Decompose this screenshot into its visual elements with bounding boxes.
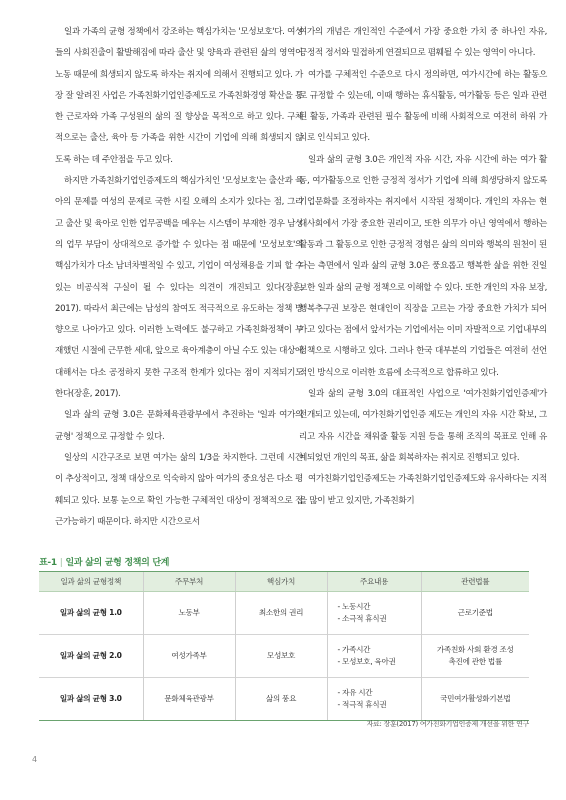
paragraph: 여가의 개념은 개인적인 수준에서 가장 중요한 가치 중 하나인 자유, 긍정적 정서와 밀접하게 연결되므로 폄훼될 수 있는 영역이 아니다. — [299, 27, 547, 59]
column-header: 주요내용 — [327, 572, 421, 592]
value-cell: 최소한의 권리 — [235, 592, 327, 635]
column-header: 일과 삶의 균형정책 — [39, 572, 143, 592]
table-caption — [39, 555, 169, 568]
paragraph: 하지만 가족친화기업인증제도의 핵심가치인 '모성보호'는 출산과 육아의 문제를 여성의 문제로 국한 시킬 오해의 소지가 있다는 점, 그리고 출산 및 육아로 인한 업무공백을 메우는 시스템이 부재한 경우 남성의 업무 부담이 상대적으로 증가할 수 있다는 점 때문에 '모성보호'의 핵심가치가 다소 남녀차별적일 수 있고, 기업이 여성채용을 기피 할 수 있는 비공식적 구실이 될 수 있다는 의견이 개진되고 있다(장훈, 2017). 따라서 최근에는 남성의 참여도 적극적으로 유도하는 정책 방향으로 나아가고 있다. 이러한 노력에도 불구하고 가족친화정책이 부재했던 시절에 근무한 세대, 앞으로 육아계층이 아닐 수도 있는 대상에 대해서는 다소 공정하지 못한 구조적 한계가 있다는 점이 지적되기도 한다(장훈, 2017). — [55, 176, 303, 400]
content-cell: - 가족시간 - 모성보호, 육아권 — [327, 635, 421, 678]
policy-stage-table — [39, 571, 529, 721]
ministry-cell: 문화체육관광부 — [143, 678, 235, 721]
law-cell: 국민여가활성화기본법 — [421, 678, 529, 721]
body-left-column — [55, 22, 303, 533]
column-header: 관련법률 — [421, 572, 529, 592]
column-header: 주무부처 — [143, 572, 235, 592]
paragraph: 여가친화기업인증제도는 가족친화기업인증제도와 유사하다는 지적을 많이 받고 있지만, 가족친화기 — [299, 474, 547, 506]
policy-cell: 일과 삶의 균형 2.0 — [39, 635, 143, 678]
paragraph: 일상의 시간구조로 보면 여가는 삶의 1/3을 차지한다. 그런데 시간이 추상적이고, 정책 대상으로 익숙하지 않아 여가의 중요성은 다소 평훼되고 있다. 보통 눈으로 확인 가능한 구체적인 대상이 정책적으로 접근가능하기 때문이다. 하지만 시간으로서 — [55, 452, 303, 527]
policy-cell: 일과 삶의 균형 1.0 — [39, 592, 143, 635]
content-cell: - 자유 시간 - 적극적 휴식권 — [327, 678, 421, 721]
paragraph: 일과 가족의 균형 정책에서 강조하는 핵심가치는 '모성보호'다. 여성들의 사회진출이 활발해짐에 따라 출산 및 양육과 관련된 삶의 영역이 노동 때문에 희생되지 않도록 하자는 취지에 의해서 진행되고 있다. 가장 잘 알려진 사업은 가족친화기업인증제도로 가족친화경영 확산을 통한 근로자와 가족 구성원의 삶의 질 향상을 목적으로 하고 있다. 구체적으로는 출산, 육아 등 가족을 위한 시간이 기업에 의해 희생되지 않도록 하는 데 주안점을 두고 있다. — [55, 27, 303, 165]
column-header: 핵심가치 — [235, 572, 327, 592]
law-cell: 가족친화 사회 환경 조성 촉진에 관한 법률 — [421, 635, 529, 678]
ministry-cell: 여성가족부 — [143, 635, 235, 678]
value-cell: 삶의 풍요 — [235, 678, 327, 721]
table-title: 일과 삶의 균형 정책의 단계 — [65, 558, 170, 568]
content-cell: - 노동시간 - 소극적 휴식권 — [327, 592, 421, 635]
value-cell: 모성보호 — [235, 635, 327, 678]
page-number: 4 — [32, 755, 38, 764]
table-row — [39, 678, 529, 721]
table-header-row — [39, 572, 529, 592]
ministry-cell: 노동부 — [143, 592, 235, 635]
paragraph: 일과 삶의 균형 3.0의 대표적인 사업으로 '여가친화기업인증제'가 전개되고 있는데, 여가친화기업인증 제도는 개인의 자유 시간 확보, 그리고 자유 시간을 채워줄 활동 지원 등을 통해 조직의 목표로 인해 유예되었던 개인의 목표, 삶을 회복하자는 취지로 진행되고 있다. — [299, 389, 547, 463]
law-cell: 근로기준법 — [421, 592, 529, 635]
paragraph: 일과 삶의 균형 3.0은 문화체육관광부에서 추진하는 '일과 여가의 균형' 정책으로 규정할 수 있다. — [55, 410, 303, 442]
paragraph: 일과 삶의 균형 3.0은 개인적 자유 시간, 자유 시간에 하는 여가 활동, 여가활동으로 인한 긍정적 정서가 기업에 의해 희생당하지 않도록 기업문화를 조정하자는 취지에서 시작된 정책이다. 개인의 자유는 현대사회에서 가장 중요한 권리이고, 또한 의무가 아닌 영역에서 행하는 활동과 그 활동으로 인한 긍정적 경험은 삶의 의미와 행복의 원천이 된다는 측면에서 일과 삶의 균형 3.0은 풍요롭고 행복한 삶을 위한 진일보한 일과 삶의 균형 정책으로 이해할 수 있다. 또한 개인의 자유 보장, 행복추구권 보장은 현대인이 직장을 고르는 가장 중요한 가치가 되어가고 있다는 점에서 앞서가는 기업에서는 이미 자발적으로 기업내부의 정책으로 시행하고 있다. 그러나 한국 대부분의 기업들은 여전히 선언적인 방식으로 이러한 흐름에 소극적으로 합류하고 있다. — [299, 154, 547, 378]
paragraph: 여가를 구체적인 수준으로 다시 정의하면, 여가시간에 하는 활동으로 규정할 수 있는데, 이때 행하는 휴식활동, 여가활동 등은 일과 관련된 활동, 가족과 관련된 필수 활동에 비해 사회적으로 여전히 하위 가치로 인식되고 있다. — [299, 69, 547, 144]
table-source: 자료: 장훈(2017) 여가친화기업인증제 개선을 위한 연구 — [366, 720, 529, 728]
table-row — [39, 592, 529, 635]
table-row — [39, 635, 529, 678]
policy-cell: 일과 삶의 균형 3.0 — [39, 678, 143, 721]
caption-separator: | — [59, 558, 63, 568]
body-right-column — [299, 22, 547, 512]
table-label: 표-1 — [39, 558, 57, 568]
